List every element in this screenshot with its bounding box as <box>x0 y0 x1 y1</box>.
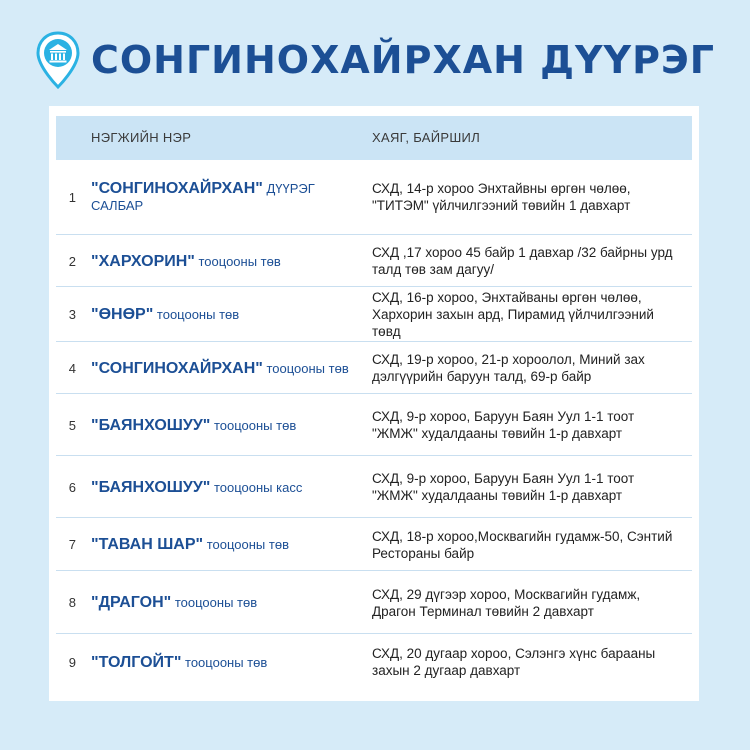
unit-name <box>91 236 351 286</box>
table-row <box>56 288 692 341</box>
unit-name-title: "БАЯНХОШУУ" <box>91 416 211 434</box>
unit-address: СХД, 20 дугаар хороо, Сэлэнгэ хүнс барааны захын 2 дугаар давхарт <box>372 646 656 678</box>
unit-name <box>91 160 351 234</box>
unit-address: СХД, 9-р хороо, Баруун Баян Уул 1-1 тоот "ЖМЖ" худалдааны төвийн 1-р давхарт <box>372 471 635 503</box>
row-divider <box>56 570 692 571</box>
unit-type: тооцооны төв <box>194 253 281 269</box>
row-divider <box>56 286 692 287</box>
unit-address: СХД, 29 дүгээр хороо, Москвагийн гудамж, Драгон Терминал төвийн 2 давхарт <box>372 586 641 619</box>
row-number: 3 <box>68 307 76 322</box>
table-header <box>56 116 692 160</box>
unit-name-title: "ХАРХОРИН" <box>91 252 195 270</box>
row-number: 1 <box>68 189 76 205</box>
unit-type: тооцооны төв <box>210 417 297 433</box>
row-number: 9 <box>68 654 76 670</box>
unit-name-title: "ТАВАН ШАР" <box>91 536 204 553</box>
row-divider <box>56 341 692 342</box>
table-row <box>56 160 692 234</box>
column-header-address: ХАЯГ, БАЙРШИЛ <box>372 130 481 145</box>
unit-name <box>91 572 351 633</box>
row-divider <box>56 455 692 456</box>
location-pin-bank-icon <box>35 31 81 89</box>
unit-name <box>91 343 351 393</box>
unit-name-title: "ДРАГОН" <box>91 594 172 611</box>
table-row <box>56 343 692 393</box>
table-row <box>56 395 692 455</box>
row-number: 8 <box>68 595 76 610</box>
table-row <box>56 572 692 633</box>
branch-table <box>49 106 699 701</box>
unit-type: ДҮҮРЭГ САЛБАР <box>91 181 315 213</box>
unit-name-title: "СОНГИНОХАЙРХАН" <box>91 180 263 197</box>
page-title: СОНГИНОХАЙРХАН ДҮҮРЭГ <box>90 38 716 82</box>
unit-name <box>91 635 351 689</box>
row-number: 4 <box>68 360 76 376</box>
unit-name-title: "БАЯНХОШУУ" <box>91 478 211 496</box>
unit-address: СХД, 18-р хороо,Москвагийн гудамж-50, Сэнтий Рестораны байр <box>372 528 673 561</box>
unit-address: СХД, 9-р хороо, Баруун Баян Уул 1-1 тоот "ЖМЖ" худалдааны төвийн 1-р давхарт <box>372 409 635 441</box>
table-row <box>56 457 692 517</box>
unit-type: тооцооны төв <box>262 360 349 376</box>
table-row <box>56 519 692 570</box>
unit-name-title: "СОНГИНОХАЙРХАН" <box>91 359 263 377</box>
row-divider <box>56 234 692 235</box>
unit-name-title: "ӨНӨР" <box>91 306 154 323</box>
unit-name <box>91 288 351 341</box>
header <box>0 30 750 90</box>
unit-name <box>91 519 351 570</box>
unit-type: тооцооны төв <box>171 595 258 610</box>
unit-type: тооцооны касс <box>210 479 303 495</box>
row-divider <box>56 517 692 518</box>
table-row <box>56 236 692 286</box>
row-number: 5 <box>68 417 76 433</box>
row-number: 7 <box>68 537 76 552</box>
unit-address: СХД, 19-р хороо, 21-р хороолол, Миний зах дэлгүүрийн баруун талд, 69-р байр <box>372 352 645 384</box>
row-number: 2 <box>68 253 76 269</box>
table-row <box>56 635 692 689</box>
column-header-name: НЭГЖИЙН НЭР <box>91 130 192 145</box>
unit-name-title: "ТОЛГОЙТ" <box>91 653 182 671</box>
row-divider <box>56 393 692 394</box>
unit-name <box>91 395 351 455</box>
row-number: 6 <box>68 479 76 495</box>
unit-type: тооцооны төв <box>203 537 289 552</box>
unit-address: СХД, 16-р хороо, Энхтайваны өргөн чөлөө, Хархорин захын ард, Пирамид үйлчилгээний төвд <box>372 290 654 339</box>
unit-address: СХД, 14-р хороо Энхтайвны өргөн чөлөө, "ТИТЭМ" үйлчилгээний төвийн 1 давхарт <box>372 181 631 213</box>
unit-name <box>91 457 351 517</box>
unit-type: тооцооны төв <box>153 307 240 322</box>
row-divider <box>56 633 692 634</box>
unit-address: СХД ,17 хороо 45 байр 1 давхар /32 байрны урд талд төв зам дагуу/ <box>372 245 673 277</box>
unit-type: тооцооны төв <box>181 654 268 670</box>
